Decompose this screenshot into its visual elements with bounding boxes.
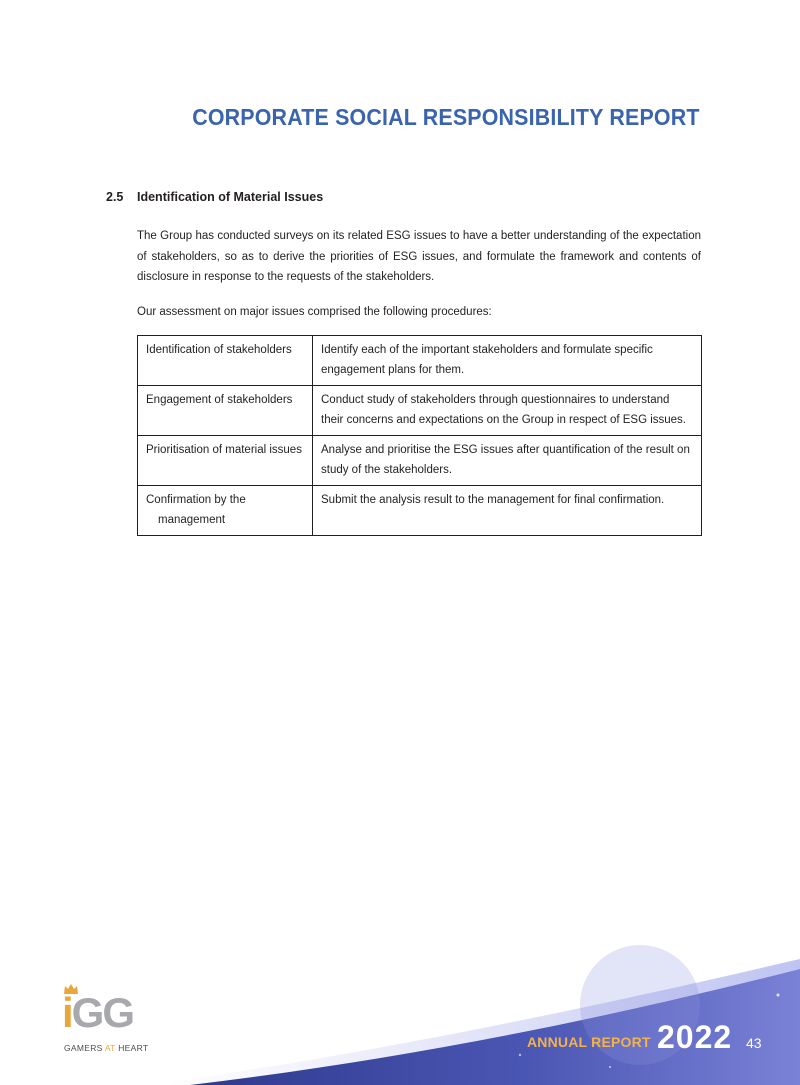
procedure-description: Conduct study of stakeholders through questionnaires to understand their concerns and expectations on the Group in respect of ESG issues.	[313, 386, 702, 436]
annual-report-label: ANNUAL REPORT	[527, 1034, 651, 1050]
section-heading	[106, 190, 323, 204]
procedure-step: Confirmation by the management	[138, 486, 313, 536]
procedure-description: Submit the analysis result to the management for final confirmation.	[313, 486, 702, 536]
procedure-step: Identification of stakeholders	[138, 336, 313, 386]
igg-logo	[62, 988, 172, 1058]
logo-tagline: GAMERS AT HEART	[64, 1043, 149, 1053]
intro-paragraph: The Group has conducted surveys on its related ESG issues to have a better understanding of the expectation of stakeholders, so as to derive the priorities of ESG issues, and formulate the framework and contents of disclosure in response to the requests of the stakeholders.	[137, 230, 701, 283]
section-number: 2.5	[106, 190, 124, 204]
procedure-description: Analyse and prioritise the ESG issues after quantification of the result on study of the stakeholders.	[313, 436, 702, 486]
report-year: 2022	[657, 1019, 733, 1055]
procedure-step: Engagement of stakeholders	[138, 386, 313, 436]
procedure-description: Identify each of the important stakeholders and formulate specific engagement plans for them.	[313, 336, 702, 386]
procedures-intro: Our assessment on major issues comprised the following procedures:	[137, 306, 492, 318]
page-title: CORPORATE SOCIAL RESPONSIBILITY REPORT	[192, 104, 700, 130]
procedure-step: Prioritisation of material issues	[138, 436, 313, 486]
table-row	[138, 386, 702, 436]
table-row	[138, 436, 702, 486]
page-number: 43	[746, 1035, 762, 1051]
section-title: Identification of Material Issues	[137, 190, 324, 204]
procedures-table	[137, 335, 702, 536]
table-row	[138, 486, 702, 536]
logo-wordmark: iGG	[62, 989, 134, 1036]
table-row	[138, 336, 702, 386]
